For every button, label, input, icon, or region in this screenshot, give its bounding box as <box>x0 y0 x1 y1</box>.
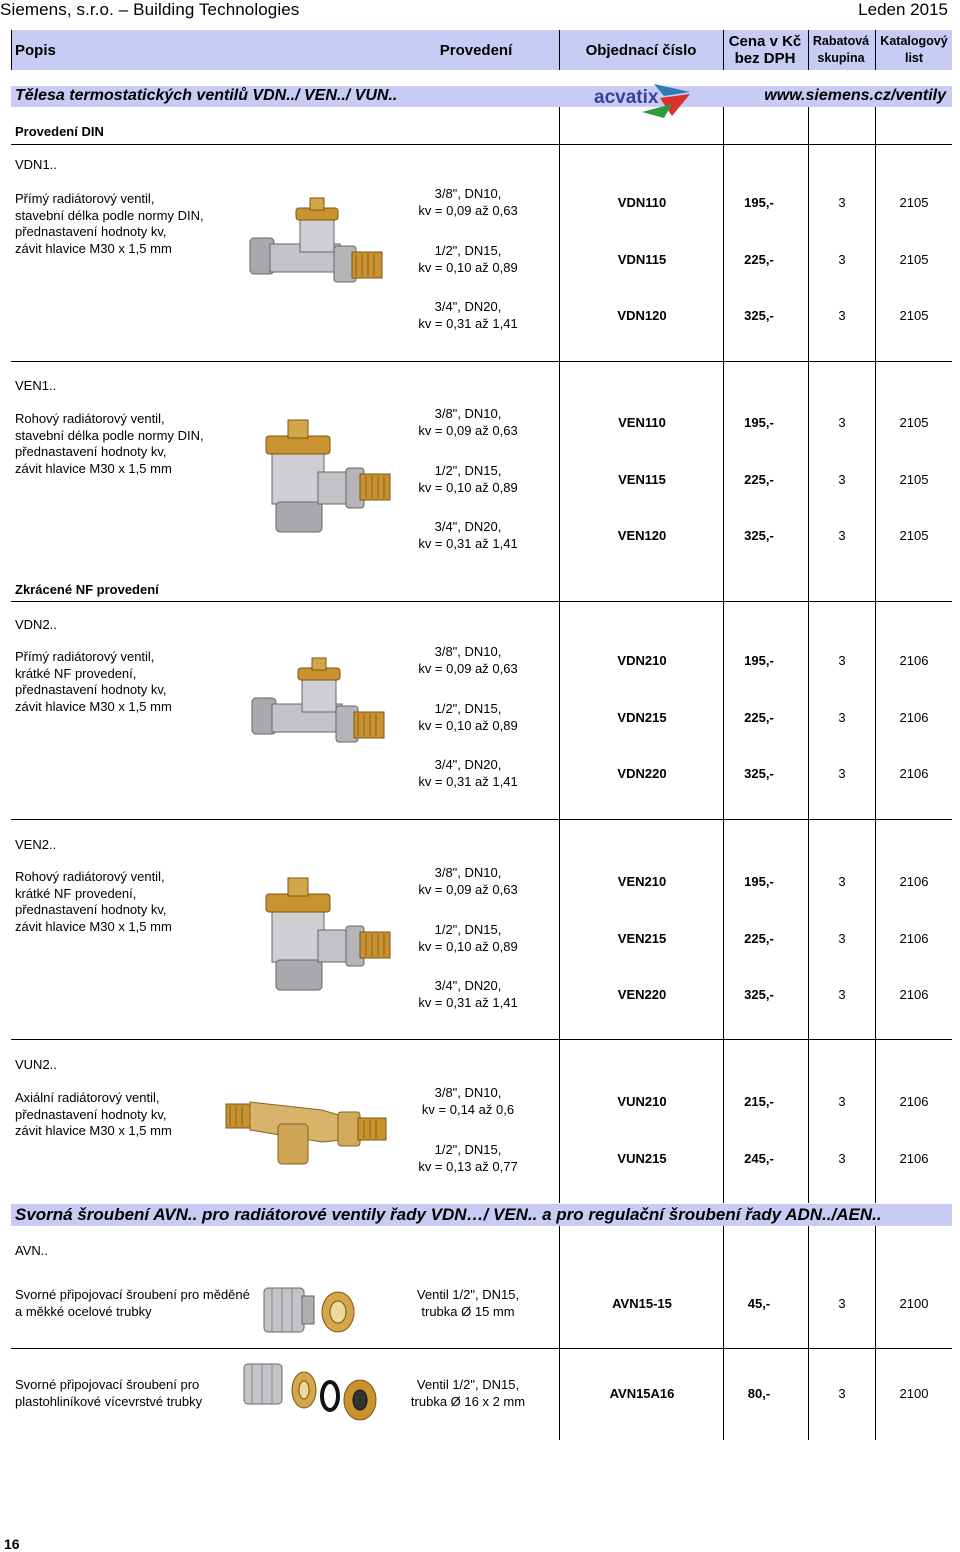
desc-line: závit hlavice M30 x 1,5 mm <box>15 698 172 714</box>
spec-line: trubka Ø 16 x 2 mm <box>410 1393 526 1409</box>
order-code: VDN115 <box>617 252 667 267</box>
price: 195,- <box>744 195 774 210</box>
discount-group: 3 <box>838 1386 846 1401</box>
spec-line: kv = 0,10 až 0,89 <box>418 717 518 733</box>
group-description <box>15 1090 240 1140</box>
multilayer-fitting-image <box>242 1356 392 1427</box>
variant-spec <box>398 978 538 1011</box>
price: 325,- <box>744 528 774 543</box>
catalog-sheet: 2106 <box>899 766 929 781</box>
desc-line: Přímý radiátorový ventil, <box>15 649 155 664</box>
variant-spec <box>398 701 538 734</box>
desc-line: přednastavení hodnoty kv, <box>15 224 167 239</box>
spec-line: kv = 0,10 až 0,89 <box>418 259 518 275</box>
column-header-band <box>11 30 952 70</box>
catalog-sheet: 2105 <box>899 308 929 323</box>
spec-line: 3/8", DN10, <box>434 406 502 421</box>
acvatix-logo <box>594 82 692 120</box>
avn-item-description <box>15 1377 260 1410</box>
group-description <box>15 649 240 715</box>
subsection-din: Provedení DIN <box>15 124 104 139</box>
catalog-sheet: 2105 <box>899 195 929 210</box>
spec-line: 3/4", DN20, <box>434 299 502 314</box>
order-code: VUN210 <box>617 1094 667 1109</box>
order-code: VDN120 <box>617 308 667 323</box>
desc-line: přednastavení hodnoty kv, <box>15 1106 167 1122</box>
variant-spec <box>398 922 538 955</box>
section-url[interactable]: www.siemens.cz/ventily <box>764 87 946 104</box>
grid-line <box>559 1226 560 1440</box>
grid-line <box>808 1226 809 1440</box>
discount-group: 3 <box>838 195 846 210</box>
variant-spec <box>398 1085 538 1118</box>
spec-line: kv = 0,10 až 0,89 <box>418 479 518 495</box>
desc-line: plastohliníkové vícevrstvé trubky <box>15 1393 203 1409</box>
spec-line: 3/8", DN10, <box>434 186 502 201</box>
order-code: VEN115 <box>618 472 666 487</box>
price: 215,- <box>744 1094 774 1109</box>
desc-line: přednastavení hodnoty kv, <box>15 902 167 917</box>
order-code: AVN15-15 <box>612 1296 672 1311</box>
discount-group: 3 <box>838 653 846 668</box>
variant-spec <box>398 865 538 898</box>
subsection-nf: Zkrácené NF provedení <box>15 582 159 597</box>
variant-spec <box>398 243 538 276</box>
avn-item-spec <box>398 1377 538 1410</box>
price: 195,- <box>744 415 774 430</box>
spec-line: 3/4", DN20, <box>434 978 502 993</box>
avn-item-spec <box>398 1287 538 1320</box>
spec-line: 1/2", DN15, <box>434 463 502 478</box>
order-code: VEN110 <box>618 415 666 430</box>
desc-line: závit hlavice M30 x 1,5 mm <box>15 918 172 934</box>
row-separator <box>11 361 952 362</box>
grid-line <box>559 30 560 70</box>
col-cena-line1: Cena v Kč <box>728 33 802 50</box>
variant-spec <box>398 519 538 552</box>
row-separator <box>11 144 952 145</box>
col-rabat-line1: Rabatová <box>812 34 870 48</box>
variant-spec <box>398 186 538 219</box>
discount-group: 3 <box>838 1151 846 1166</box>
discount-group: 3 <box>838 252 846 267</box>
catalog-sheet: 2100 <box>899 1296 929 1311</box>
catalog-sheet: 2106 <box>899 710 929 725</box>
grid-line <box>875 1226 876 1440</box>
discount-group: 3 <box>838 766 846 781</box>
section-title: Tělesa termostatických ventilů VDN../ VEN../ VUN.. <box>15 87 398 104</box>
discount-group: 3 <box>838 472 846 487</box>
col-rabatova-skupina <box>808 30 874 70</box>
discount-group: 3 <box>838 1094 846 1109</box>
discount-group: 3 <box>838 1296 846 1311</box>
price: 325,- <box>744 987 774 1002</box>
group-name: VDN2.. <box>15 617 57 632</box>
col-objednaci-cislo: Objednací číslo <box>585 41 697 59</box>
spec-line: 3/8", DN10, <box>434 644 502 659</box>
section-title-band <box>11 86 952 107</box>
price: 195,- <box>744 653 774 668</box>
group-name: VEN2.. <box>15 837 57 852</box>
row-separator <box>11 819 952 820</box>
order-code: VEN120 <box>617 528 667 543</box>
straight-valve-image <box>250 654 390 765</box>
spec-line: Ventil 1/2", DN15, <box>416 1377 520 1392</box>
discount-group: 3 <box>838 931 846 946</box>
axial-valve-image <box>222 1080 392 1177</box>
spec-line: trubka Ø 15 mm <box>421 1303 515 1319</box>
variant-spec <box>398 299 538 332</box>
compression-fitting-image <box>262 1280 362 1345</box>
desc-line: Svorné připojovací šroubení pro <box>15 1377 200 1392</box>
document-date: Leden 2015 <box>858 0 948 19</box>
price: 45,- <box>747 1296 771 1311</box>
desc-line: stavební délka podle normy DIN, <box>15 207 204 223</box>
price: 80,- <box>747 1386 771 1401</box>
discount-group: 3 <box>838 987 846 1002</box>
desc-line: Axiální radiátorový ventil, <box>15 1090 160 1105</box>
group-name: VDN1.. <box>15 157 57 172</box>
order-code: VUN215 <box>617 1151 667 1166</box>
catalog-sheet: 2106 <box>899 653 929 668</box>
catalog-sheet: 2105 <box>899 252 929 267</box>
catalog-sheet: 2105 <box>899 528 929 543</box>
grid-line <box>875 30 876 70</box>
catalog-sheet: 2100 <box>899 1386 929 1401</box>
spec-line: kv = 0,31 až 1,41 <box>418 315 518 331</box>
catalog-sheet: 2105 <box>899 472 929 487</box>
grid-line <box>11 30 12 70</box>
col-katalogovy-list <box>876 30 952 70</box>
price: 195,- <box>744 874 774 889</box>
row-separator <box>11 1039 952 1040</box>
group-name: AVN.. <box>15 1243 48 1258</box>
row-separator <box>11 601 952 602</box>
discount-group: 3 <box>838 528 846 543</box>
desc-line: Rohový radiátorový ventil, <box>15 411 165 426</box>
spec-line: kv = 0,14 až 0,6 <box>421 1101 515 1117</box>
spec-line: kv = 0,09 až 0,63 <box>418 422 518 438</box>
col-katalog-line1: Katalogový <box>880 34 948 48</box>
order-code: VEN220 <box>617 987 667 1002</box>
company-name: Siemens, s.r.o. – Building Technologies <box>0 0 300 19</box>
spec-line: 3/8", DN10, <box>434 1085 502 1100</box>
catalog-sheet: 2106 <box>899 874 929 889</box>
desc-line: Rohový radiátorový ventil, <box>15 869 165 884</box>
col-katalog-line2: list <box>904 51 924 65</box>
spec-line: 1/2", DN15, <box>434 922 502 937</box>
variant-spec <box>398 1142 538 1175</box>
spec-line: kv = 0,31 až 1,41 <box>418 535 518 551</box>
price: 225,- <box>744 252 774 267</box>
variant-spec <box>398 463 538 496</box>
spec-line: kv = 0,09 až 0,63 <box>418 881 518 897</box>
svg-text:acvatix: acvatix <box>594 87 659 108</box>
discount-group: 3 <box>838 710 846 725</box>
desc-line: závit hlavice M30 x 1,5 mm <box>15 460 172 476</box>
section2-title-band <box>11 1204 952 1226</box>
order-code: AVN15A16 <box>609 1386 675 1401</box>
variant-spec <box>398 644 538 677</box>
spec-line: 1/2", DN15, <box>434 243 502 258</box>
price: 245,- <box>744 1151 774 1166</box>
variant-spec <box>398 406 538 439</box>
col-cena-line2: bez DPH <box>734 50 796 67</box>
desc-line: krátké NF provedení, <box>15 885 137 901</box>
order-code: VEN210 <box>617 874 667 889</box>
order-code: VDN220 <box>617 766 667 781</box>
desc-line: závit hlavice M30 x 1,5 mm <box>15 1123 172 1138</box>
price: 325,- <box>744 766 774 781</box>
col-rabat-line2: skupina <box>817 51 865 65</box>
grid-line <box>808 30 809 70</box>
desc-line: přednastavení hodnoty kv, <box>15 682 167 697</box>
group-description <box>15 869 240 935</box>
price: 225,- <box>744 931 774 946</box>
variant-spec <box>398 757 538 790</box>
spec-line: kv = 0,31 až 1,41 <box>418 773 518 789</box>
group-description <box>15 191 240 257</box>
spec-line: 3/4", DN20, <box>434 757 502 772</box>
discount-group: 3 <box>838 415 846 430</box>
catalog-sheet: 2106 <box>899 987 929 1002</box>
desc-line: stavební délka podle normy DIN, <box>15 427 204 443</box>
desc-line: přednastavení hodnoty kv, <box>15 444 167 459</box>
price: 325,- <box>744 308 774 323</box>
col-provedeni: Provedení <box>439 41 513 59</box>
desc-line: závit hlavice M30 x 1,5 mm <box>15 240 172 256</box>
row-separator <box>11 1348 952 1349</box>
grid-line <box>723 30 724 70</box>
desc-line: krátké NF provedení, <box>15 665 137 681</box>
straight-valve-image <box>248 194 388 305</box>
section2-title: Svorná šroubení AVN.. pro radiátorové ventily řady VDN…/ VEN.. a pro regulační šroubení řady ADN../AEN.. <box>15 1205 882 1224</box>
price: 225,- <box>744 710 774 725</box>
price: 225,- <box>744 472 774 487</box>
desc-line: a měkké ocelové trubky <box>15 1303 152 1319</box>
angle-valve-image <box>256 414 396 543</box>
group-description <box>15 411 240 477</box>
spec-line: 3/8", DN10, <box>434 865 502 880</box>
spec-line: kv = 0,09 až 0,63 <box>418 660 518 676</box>
discount-group: 3 <box>838 874 846 889</box>
group-name: VEN1.. <box>15 378 57 393</box>
col-cena <box>723 30 807 70</box>
order-code: VDN215 <box>617 710 667 725</box>
spec-line: 3/4", DN20, <box>434 519 502 534</box>
catalog-sheet: 2105 <box>899 415 929 430</box>
spec-line: kv = 0,13 až 0,77 <box>418 1158 518 1174</box>
order-code: VDN210 <box>617 653 667 668</box>
page-number: 16 <box>4 1536 20 1552</box>
col-popis: Popis <box>15 41 56 59</box>
spec-line: Ventil 1/2", DN15, <box>416 1287 520 1302</box>
catalog-sheet: 2106 <box>899 1094 929 1109</box>
spec-line: kv = 0,09 až 0,63 <box>418 202 518 218</box>
order-code: VEN215 <box>617 931 667 946</box>
desc-line: Svorné připojovací šroubení pro měděné <box>15 1287 250 1302</box>
spec-line: kv = 0,10 až 0,89 <box>418 938 518 954</box>
spec-line: 1/2", DN15, <box>434 701 502 716</box>
grid-line <box>723 1226 724 1440</box>
avn-item-description <box>15 1287 260 1320</box>
group-name: VUN2.. <box>15 1057 57 1072</box>
discount-group: 3 <box>838 308 846 323</box>
spec-line: kv = 0,31 až 1,41 <box>418 994 518 1010</box>
catalog-sheet: 2106 <box>899 1151 929 1166</box>
spec-line: 1/2", DN15, <box>434 1142 502 1157</box>
desc-line: Přímý radiátorový ventil, <box>15 191 155 206</box>
catalog-sheet: 2106 <box>899 931 929 946</box>
angle-valve-image <box>256 872 396 1001</box>
order-code: VDN110 <box>617 195 667 210</box>
